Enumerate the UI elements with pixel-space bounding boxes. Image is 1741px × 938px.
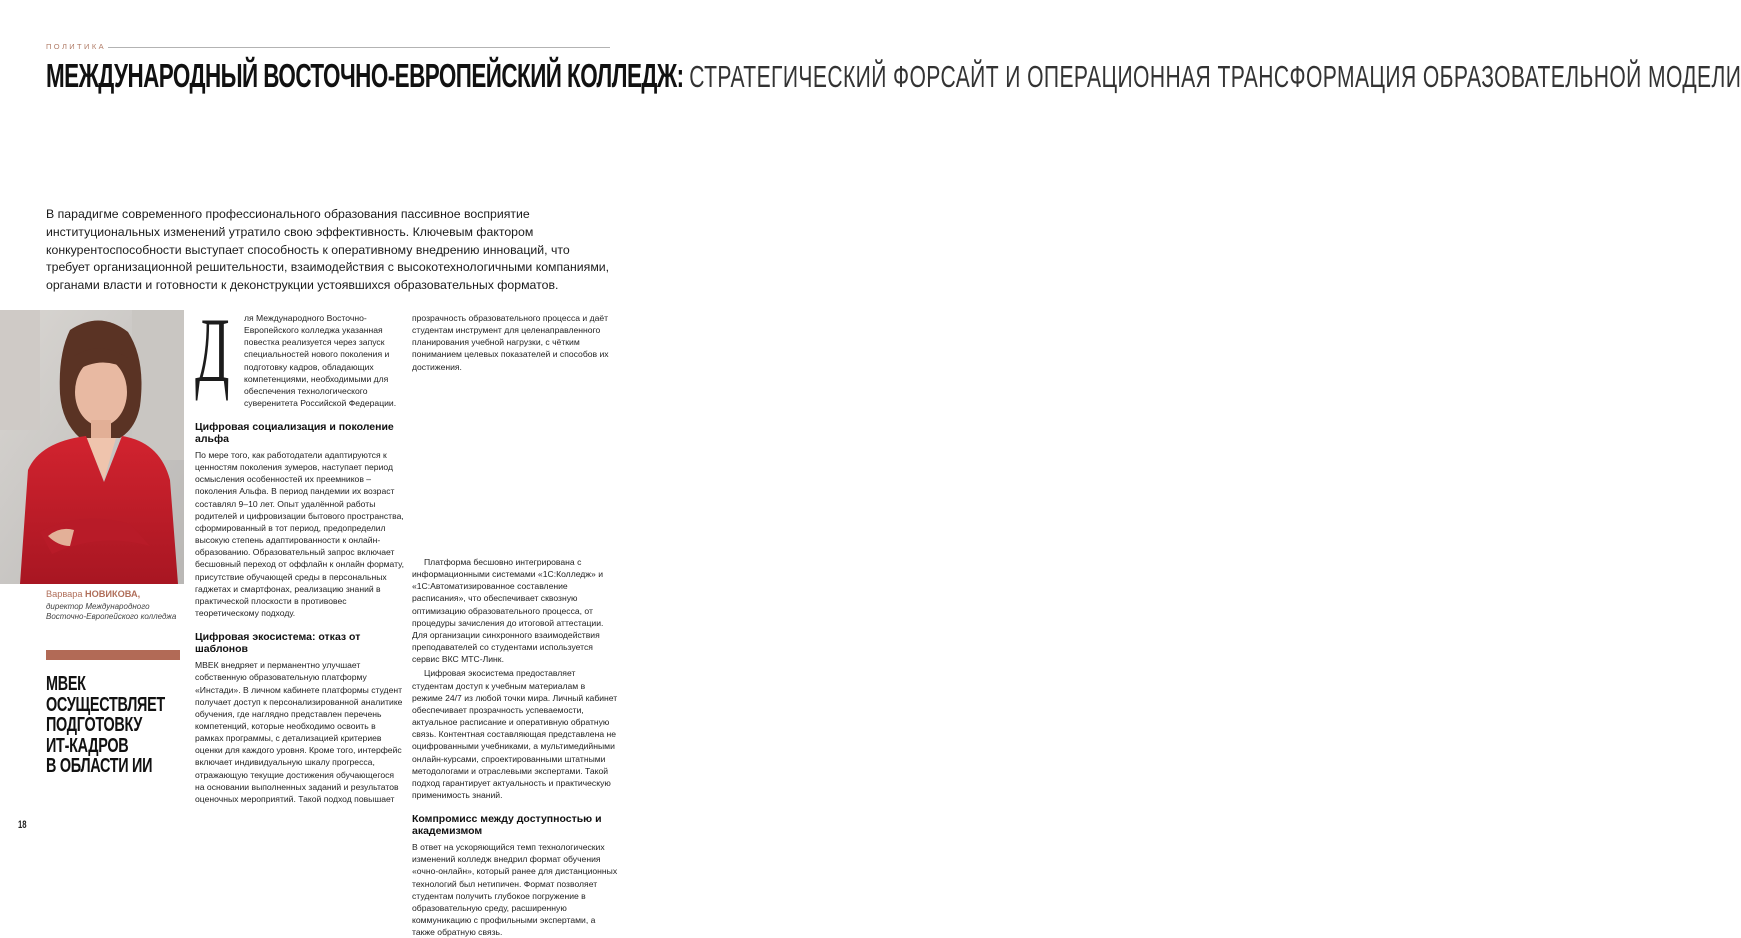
column-1 [195,421,405,815]
intro-paragraph: ля Международного Восточно-Европейского колледжа указанная повестка реализуется через запуск специальностей нового поколения и подготовку кадров, обладающих компетенциями, необходимыми для обеспечения технологического суверенитета Российской Федерации. [244,313,397,409]
column-2 [412,312,618,938]
title-bold: МЕЖДУНАРОДНЫЙ ВОСТОЧНО-ЕВРОПЕЙСКИЙ КОЛЛЕДЖ: [46,57,684,94]
heading-digital-ecosystem: Цифровая экосистема: отказ от шаблонов [195,631,361,656]
page-number: 18 [18,819,27,831]
pull-quote: МВЕК ОСУЩЕСТВЛЯЕТ ПОДГОТОВКУ ИТ-КАДРОВ В ОБЛАСТИ ИИ [46,673,165,777]
heading-compromise: Компромисс между доступностью и академизмом [412,813,602,838]
rubric-divider [108,47,610,48]
lead-paragraph: В парадигме современного профессионального образования пассивное восприятие институциональных изменений утратило свою эффективность. Ключевым фактором конкурентоспособности выступает способность к оперативному внедрению инноваций, что требует организационной решительности, взаимодействия с высокотехнологичными компаниями, органами власти и готовности к деконструкции устоявшихся образовательных форматов. [46,207,610,293]
paragraph-instadi-continuation: прозрачность образовательного процесса и даёт студентам инструмент для целенаправленного планирования учебной нагрузки, с чётким пониманием целевых показателей и способов их достижения. [412,313,609,372]
paragraph-instadi-platform: МВЕК внедряет и перманентно улучшает собственную образовательную платформу «Инстади». В личном кабинете платформы студент получает доступ к персонализированной аналитике обучения, где наглядно представлен перечень компетенций, которые необходимо освоить в рамках программы, с детализацией критериев оценки для каждого уровня. Кроме того, интерфейс включает индивидуальную шкалу прогресса, отражающую текущие достижения обучающегося на основании выполненных заданий и результатов оценочных мероприятий. Такой подход повышает [195,660,403,804]
quote-accent-bar [46,650,180,660]
heading-digital-socialization: Цифровая социализация и поколение альфа [195,421,394,445]
paragraph-ochno-online: В ответ на ускоряющийся темп технологических изменений колледж внедрил формат обучения «очно-онлайн», который ранее для дистанционных технологий был нетипичен. Формат позволяет студентам получить глубокое погружение в образовательную среду, расширенную коммуникацию с профильными экспертами, а также обратную связь. [412,842,618,938]
drop-cap: Д [195,299,230,401]
title-thin: СТРАТЕГИЧЕСКИЙ ФОРСАЙТ И ОПЕРАЦИОННАЯ ТРАНСФОРМАЦИЯ ОБРАЗОВАТЕЛЬНОЙ МОДЕЛИ [689,59,1741,94]
author-caption [46,589,184,623]
author-name: Варвара НОВИКОВА, [46,589,141,599]
author-role: директор Международного Восточно-Европейского колледжа [46,601,177,621]
article-title [46,57,1741,94]
rubric-label: ПОЛИТИКА [46,42,106,51]
paragraph-generation-alpha: По мере того, как работодатели адаптируются к ценностям поколения зумеров, наступает период осмысления особенностей их преемников – поколения Альфа. В период пандемии их возраст составлял 9–10 лет. Опыт удалённой работы родителей и цифровизации бытового пространства, сформированный в тот период, предопределил высокую степень адаптированности к онлайн-образованию. Образовательный запрос включает бесшовный переход от оффлайн к онлайн формату, присутствие обучающей среды в персональных гаджетах и смартфонах, реализацию знаний в практической плоскости в противовес теоретическому подходу. [195,450,405,619]
paragraph-ecosystem-access: Цифровая экосистема предоставляет студентам доступ к учебным материалам в режиме 24/7 из любой точки мира. Личный кабинет обеспечивает прозрачность успеваемости, актуальное расписание и оперативную обратную связь. Контентная составляющая представлена не оцифрованными учебниками, а мультимедийными онлайн-курсами, спроектированными штатными методологами и отраслевыми экспертами. Такой подход гарантирует актуальность и практическую применимость знаний. [412,668,618,800]
author-photo [0,310,184,584]
paragraph-1c-integration: Платформа бесшовно интегрирована с информационными системами «1С:Колледж» и «1С:Автоматизированное составление расписания», что обеспечивает сквозную оптимизацию образовательного процесса, от процедуры зачисления до итоговой аттестации. Для организации синхронного взаимодействия преподавателей со студентами используется сервис ВКС МТС-Линк. [412,557,604,665]
